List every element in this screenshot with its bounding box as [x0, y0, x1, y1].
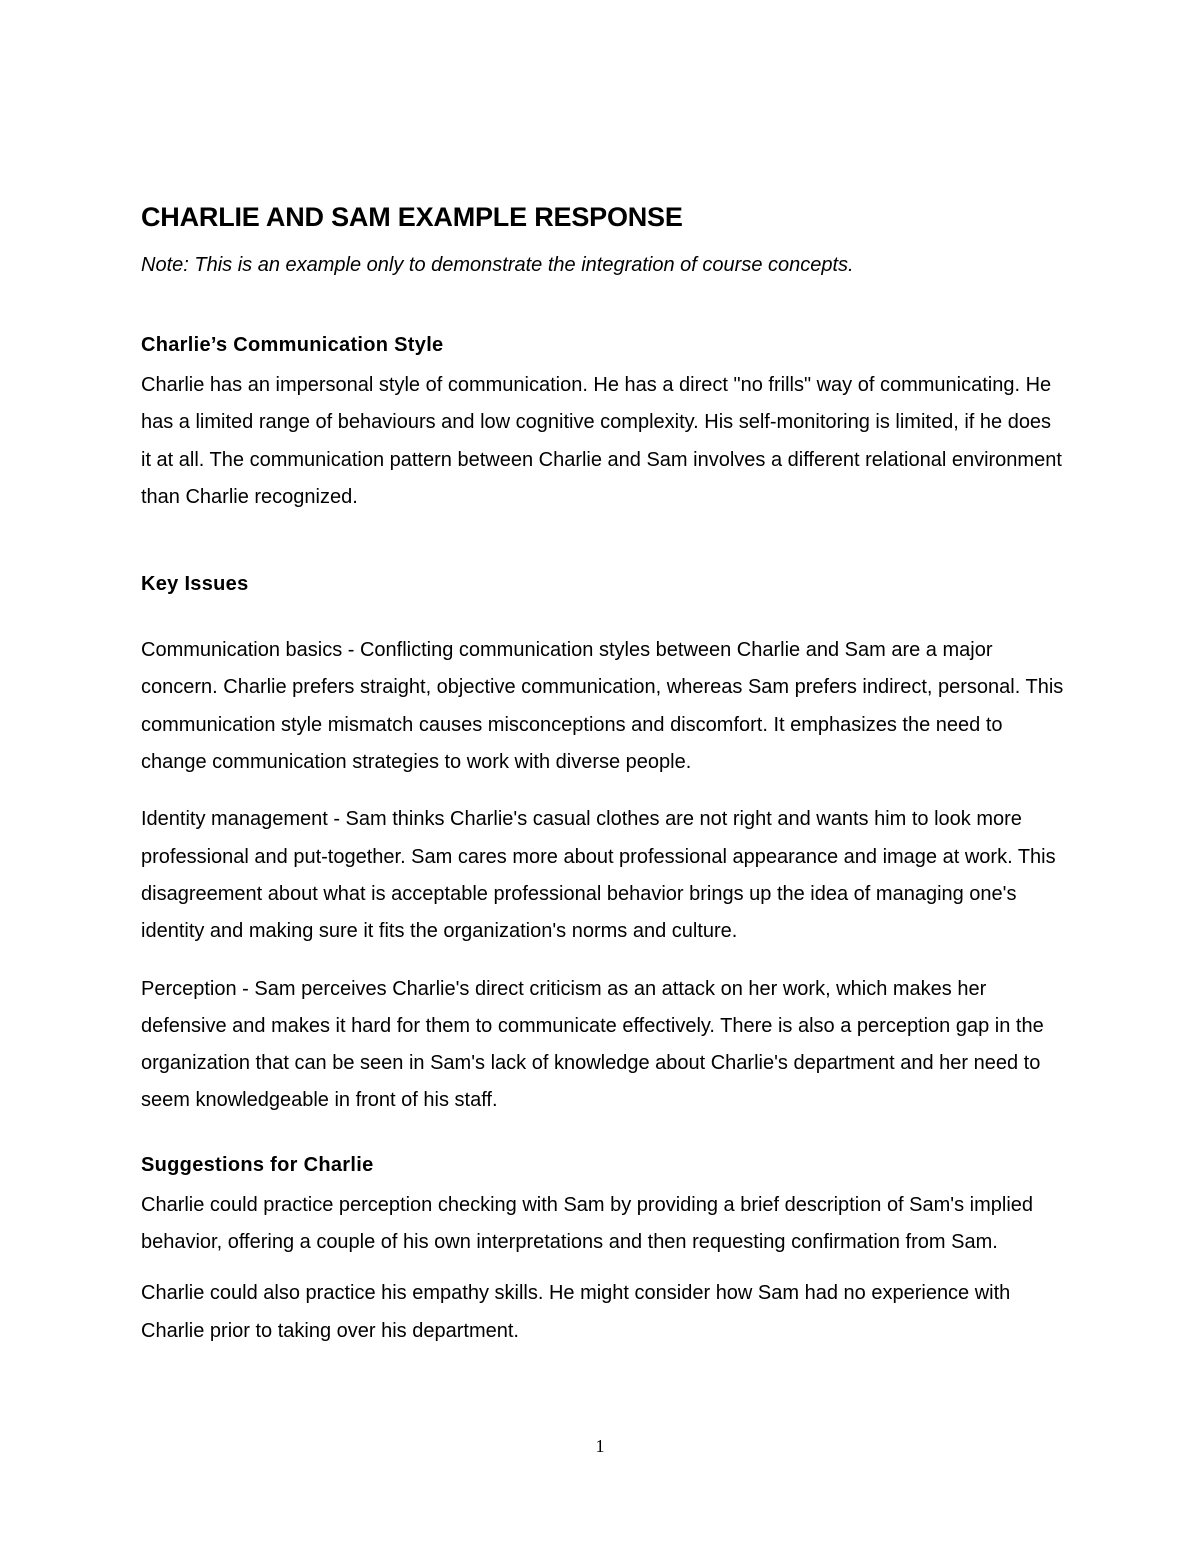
section-heading-communication-style: Charlie’s Communication Style	[141, 334, 444, 356]
paragraph-identity-management: Identity management - Sam thinks Charlie's casual clothes are not right and wants him to look more professional and put-together. Sam cares more about professional appearance and image at work. This disagreement about what is acceptable professional behavior brings up the idea of managing one's identity and making sure it fits the organization's norms and culture.	[141, 808, 1056, 943]
paragraph-suggestion-empathy: Charlie could also practice his empathy skills. He might consider how Sam had no experience with Charlie prior to taking over his department.	[141, 1282, 1011, 1342]
paragraph-communication-basics: Communication basics - Conflicting communication styles between Charlie and Sam are a major concern. Charlie prefers straight, objective communication, whereas Sam prefers indirect, personal. This communication style mismatch causes misconceptions and discomfort. It emphasizes the need to change communication strategies to work with diverse people.	[141, 639, 1064, 774]
paragraph-suggestion-perception-checking: Charlie could practice perception checking with Sam by providing a brief description of Sam's implied behavior, offering a couple of his own interpretations and then requesting confirmation from Sam.	[141, 1193, 1034, 1254]
section-heading-suggestions: Suggestions for Charlie	[141, 1153, 374, 1176]
page-number: 1	[595, 1436, 605, 1456]
document-title: CHARLIE AND SAM EXAMPLE RESPONSE	[141, 202, 683, 232]
paragraph-perception: Perception - Sam perceives Charlie's direct criticism as an attack on her work, which makes her defensive and makes it hard for them to communicate effectively. There is also a perception gap in the organization that can be seen in Sam's lack of knowledge about Charlie's department and her need to seem knowledgeable in front of his staff.	[141, 977, 1044, 1112]
section-heading-key-issues: Key Issues	[141, 573, 249, 596]
document-body	[141, 200, 1066, 1350]
document-note: Note: This is an example only to demonstrate the integration of course concepts.	[141, 254, 854, 276]
paragraph-communication-style: Charlie has an impersonal style of communication. He has a direct "no frills" way of communicating. He has a limited range of behaviours and low cognitive complexity. His self-monitoring is limited, if he does it at all. The communication pattern between Charlie and Sam involves a different relational environment than Charlie recognized.	[141, 374, 1062, 508]
